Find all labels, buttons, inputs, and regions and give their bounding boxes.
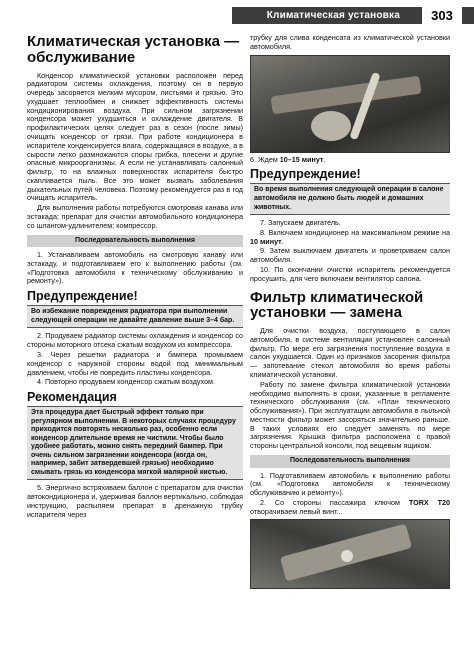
right-warning-box: Во время выполнения следующей операции в салоне автомобиля не должно быть людей и домашних животных. [250, 183, 450, 215]
recommendation-title: Рекомендация [27, 390, 117, 405]
photo-filter-cover [250, 519, 450, 589]
left-column [27, 34, 243, 521]
step-1: 1. Устанавливаем автомобиль на смотровую канаву или эстакаду, и подготавливаем его к выполнению работы (см. «Подготовка автомобиля к техническому обслуживанию и ремонту»). [27, 250, 243, 286]
intro-paragraph: Конденсор климатической установки расположен перед радиатором системы охлаждения, поэтому он в первую очередь засоряется мелким мусором, листьями и грязью. Это ухудшает теплообмен и снижает эффективность системы кондиционирования воздуха. При сильном загрязнении конденсора может ухудшиться и охлаждение двигателя. В профилактических целях следует раз в сезон (после зимы) очищать конденсор от грязи. При работе кондиционера в испарителе конденсируется влага, содержащаяся в воздухе, а в сырости легко размножаются споры грибка, плесени и другие опасные микроорганизмы. А если не устанавливать салонный фильтр, то на влажных поверхностях испарителя быстро скапливается пыль. Все это может вызвать заболевания дыхательных путей человека. Поэтому рекомендуется раз в год очищать испаритель. [27, 70, 243, 203]
photo-pipe-shape [270, 75, 421, 114]
page-number: 303 [422, 7, 462, 24]
section-title-maintenance: Климатическая установка — обслуживание [27, 33, 240, 66]
warning-title: Предупреждение! [27, 289, 138, 304]
filter-paragraph-2: Работу по замене фильтра климатической установки необходимо выполнять в сроки, указанные в регламенте технического обслуживания (см. «План технического обслуживания»). При эксплуатации автомобиля в пыльной местности фильтр может засоряться значительно раньше. В таких условиях его следует заменять по мере загрязнения. Крышка фильтра расположена с правой стороны центральной консоли, под вещевым ящиком. [250, 379, 450, 451]
page-header [0, 0, 474, 30]
tools-paragraph: Для выполнения работы потребуются смотровая канава или эстакада; препарат для очистки автомобильного кондиционера со шлангом-удлинителем; компрессор. [27, 203, 243, 230]
step-7: 7. Запускаем двигатель. [260, 218, 341, 228]
right-column [250, 34, 450, 592]
recommendation-box: Эта процедура дает быстрый эффект только при регулярном выполнении. В некоторых случаях процедуру приходится повторять несколько раз, особенно если конденсор длительное время не чистили. Чтобы было удобнее работать, можно снять передний бампер. При очень сильном загрязнении конденсора (когда он, например, забит затвердевшей грязью) необходимо смывать грязь из конденсора мягкой малярной кистью. [27, 406, 243, 480]
section-title-filter: Фильтр климатической установки — замена [250, 288, 424, 322]
step-10: 10. По окончании очистки испаритель рекомендуется просушить, для чего включаем вентилятор салона. [250, 264, 450, 283]
photo-drain-tube [250, 55, 450, 153]
photo-hand-shape [311, 111, 351, 141]
step-4: 4. Повторно продуваем конденсор сжатым воздухом. [37, 377, 215, 387]
step-9: 9. Затем выключаем двигатель и проветриваем салон автомобиля. [250, 246, 450, 265]
filter-paragraph-1: Для очистки воздуха, поступающего в салон автомобиля, в системе вентиляции установлен салонный фильтр. По мере его загрязнения поступление воздуха в салон ухудшается. Один из признаков засорения фильтра — запотевание стекол автомобиля во время работы климатической установки. [250, 326, 450, 379]
step-3: 3. Через решетки радиатора и бампера промываем конденсор с наружной стороны водой под минимальным давлением, чтобы не повредить пластины конденсора. [27, 349, 243, 377]
continued-text: трубку для слива конденсата из климатической установки автомобиля. [250, 33, 450, 51]
filter-step-2: 2. Со стороны пассажира ключом TORX T20 отворачиваем левый винт... [250, 497, 451, 516]
step-2: 2. Продуваем радиатор системы охлаждения и конденсор со стороны моторного отсека сжатым воздухом из компрессора. [27, 331, 243, 350]
right-sequence-bar: Последовательность выполнения [250, 455, 450, 468]
chapter-title: Климатическая установка [266, 10, 400, 21]
step-6: 6. Ждем 10–15 минут. [250, 154, 326, 164]
step-5: 5. Энергично встряхиваем баллон с препаратом для очистки автокондиционера и, удерживая баллон вертикально, соблюдая инструкцию, распыляем препарат в дренажную трубку испарителя через [27, 483, 243, 519]
sequence-bar: Последовательность выполнения [27, 235, 243, 248]
photo-hose-shape [349, 71, 380, 140]
filter-step-1: 1. Подготавливаем автомобиль к выполнению работы (см. «Подготовка автомобиля к техническому обслуживанию и ремонту»). [250, 470, 450, 498]
warning-box: Во избежание повреждения радиатора при выполнении следующей операции не давайте давление выше 3–4 бар. [27, 305, 243, 328]
step-8: 8. Включаем кондиционер на максимальном режиме на 10 минут. [250, 227, 450, 246]
right-warning-title: Предупреждение! [250, 167, 361, 182]
